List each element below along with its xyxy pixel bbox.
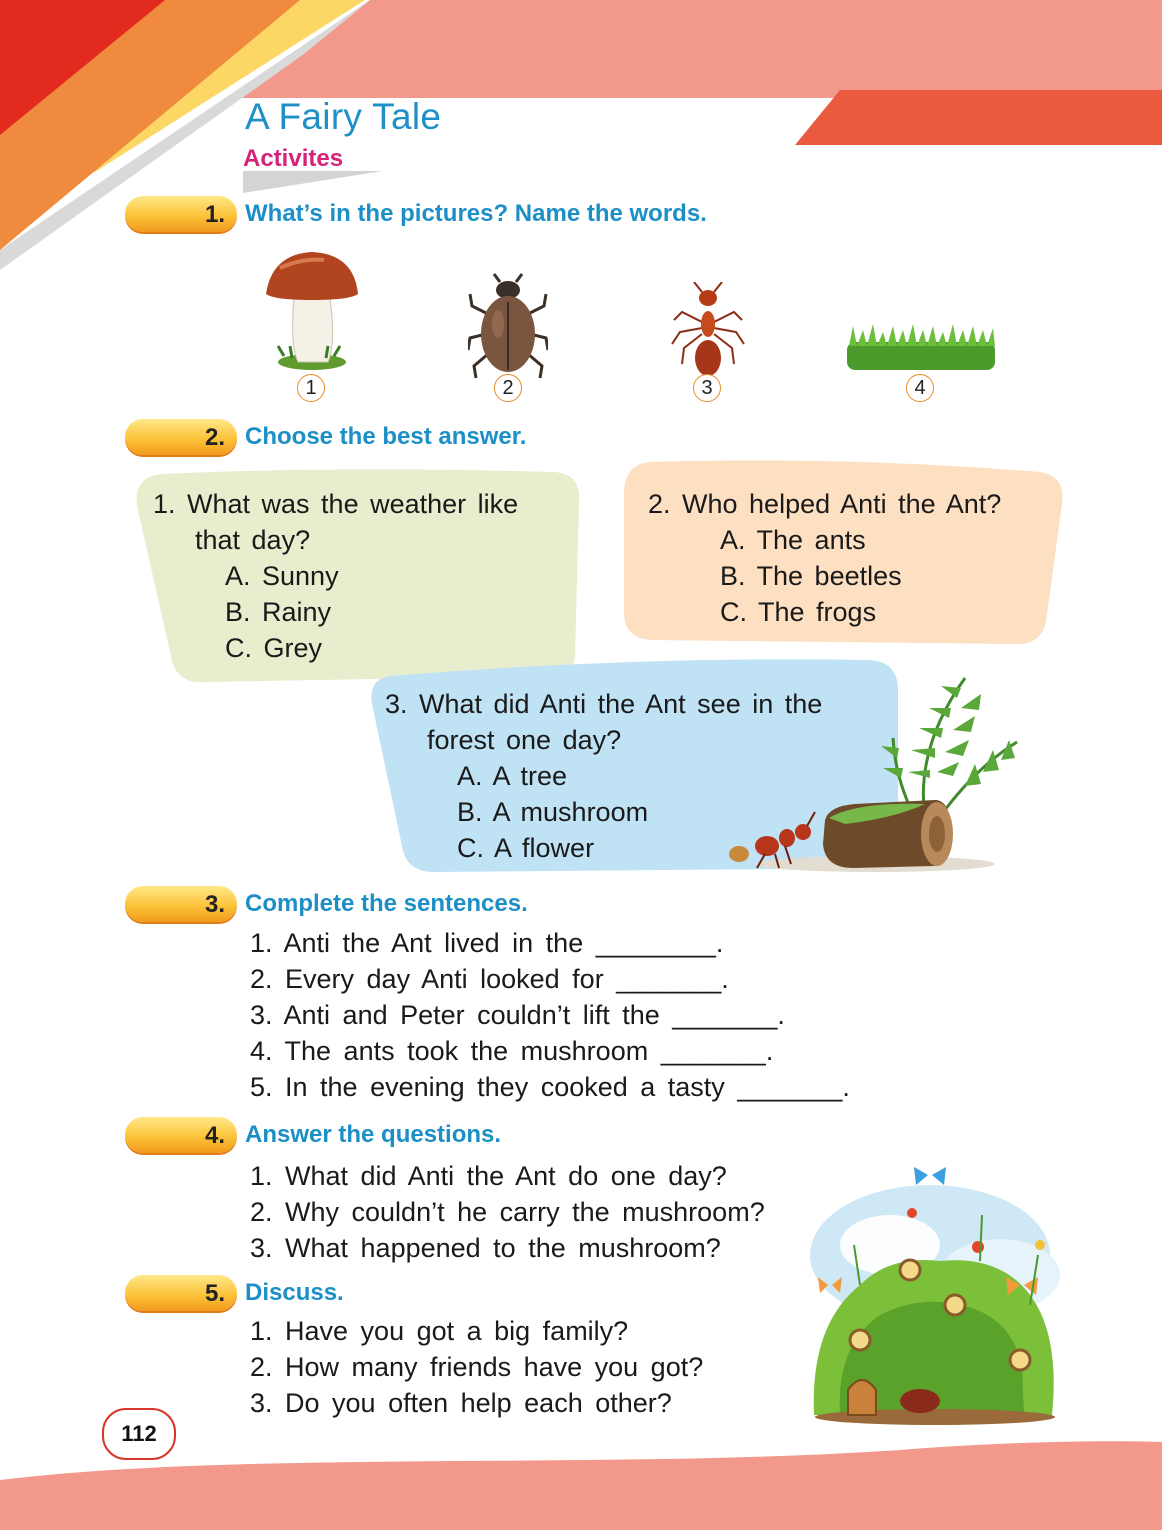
fern-log-illustration [725, 668, 1025, 874]
question-text: forest one day? [427, 725, 622, 755]
exercise-instruction: Complete the sentences. [245, 890, 528, 917]
exercise-number-badge: 5. [125, 1275, 237, 1311]
discuss-item: 2. How many friends have you got? [250, 1352, 704, 1382]
question-item: 3. What happened to the mushroom? [250, 1233, 721, 1263]
answer-option[interactable]: B. The beetles [720, 561, 902, 591]
mushroom-icon [262, 250, 362, 372]
answer-option[interactable]: A. The ants [720, 525, 866, 555]
exercise-number-badge: 3. [125, 886, 237, 922]
answer-option[interactable]: A. Sunny [225, 561, 339, 591]
beetle-icon [468, 272, 548, 382]
question-text: 1. What was the weather like [153, 489, 519, 519]
question-text: that day? [195, 525, 311, 555]
grass-icon [845, 322, 997, 372]
discuss-item: 3. Do you often help each other? [250, 1388, 672, 1418]
exercise-instruction: Discuss. [245, 1279, 344, 1306]
question-item: 1. What did Anti the Ant do one day? [250, 1161, 727, 1191]
exercise-instruction: Choose the best answer. [245, 423, 527, 450]
exercise-number-badge: 2. [125, 419, 237, 455]
sentence-item: 3. Anti and Peter couldn’t lift the _______. [250, 1000, 785, 1030]
discuss-item: 1. Have you got a big family? [250, 1316, 629, 1346]
picture-number: 1 [297, 374, 325, 402]
answer-option[interactable]: C. A flower [457, 833, 595, 863]
section-underline [243, 171, 383, 195]
header-decoration [0, 0, 1162, 300]
sentence-item: 2. Every day Anti looked for _______. [250, 964, 729, 994]
picture-number: 4 [906, 374, 934, 402]
exercise-instruction: What’s in the pictures? Name the words. [245, 200, 707, 227]
question-text: 3. What did Anti the Ant see in the [385, 689, 823, 719]
question-item: 2. Why couldn’t he carry the mushroom? [250, 1197, 765, 1227]
lesson-title: A Fairy Tale [245, 96, 442, 137]
exercise-instruction: Answer the questions. [245, 1121, 502, 1148]
question-text: 2. Who helped Anti the Ant? [648, 489, 1002, 519]
answer-option[interactable]: C. Grey [225, 633, 323, 663]
section-title: Activites [243, 145, 344, 172]
answer-option[interactable]: B. A mushroom [457, 797, 649, 827]
picture-number: 3 [693, 374, 721, 402]
page-number: 112 [102, 1408, 176, 1460]
answer-option[interactable]: C. The frogs [720, 597, 877, 627]
sentence-item: 5. In the evening they cooked a tasty _______. [250, 1072, 850, 1102]
picture-number: 2 [494, 374, 522, 402]
exercise-number-badge: 1. [125, 196, 237, 232]
question-box-2 [648, 486, 1058, 636]
footer-wave [0, 1430, 1162, 1530]
anthill-house-illustration [800, 1165, 1075, 1425]
answer-option[interactable]: A. A tree [457, 761, 568, 791]
ant-icon [668, 282, 748, 382]
exercise-number-badge: 4. [125, 1117, 237, 1153]
sentence-item: 4. The ants took the mushroom _______. [250, 1036, 774, 1066]
answer-option[interactable]: B. Rainy [225, 597, 332, 627]
sentence-item: 1. Anti the Ant lived in the ________. [250, 928, 724, 958]
